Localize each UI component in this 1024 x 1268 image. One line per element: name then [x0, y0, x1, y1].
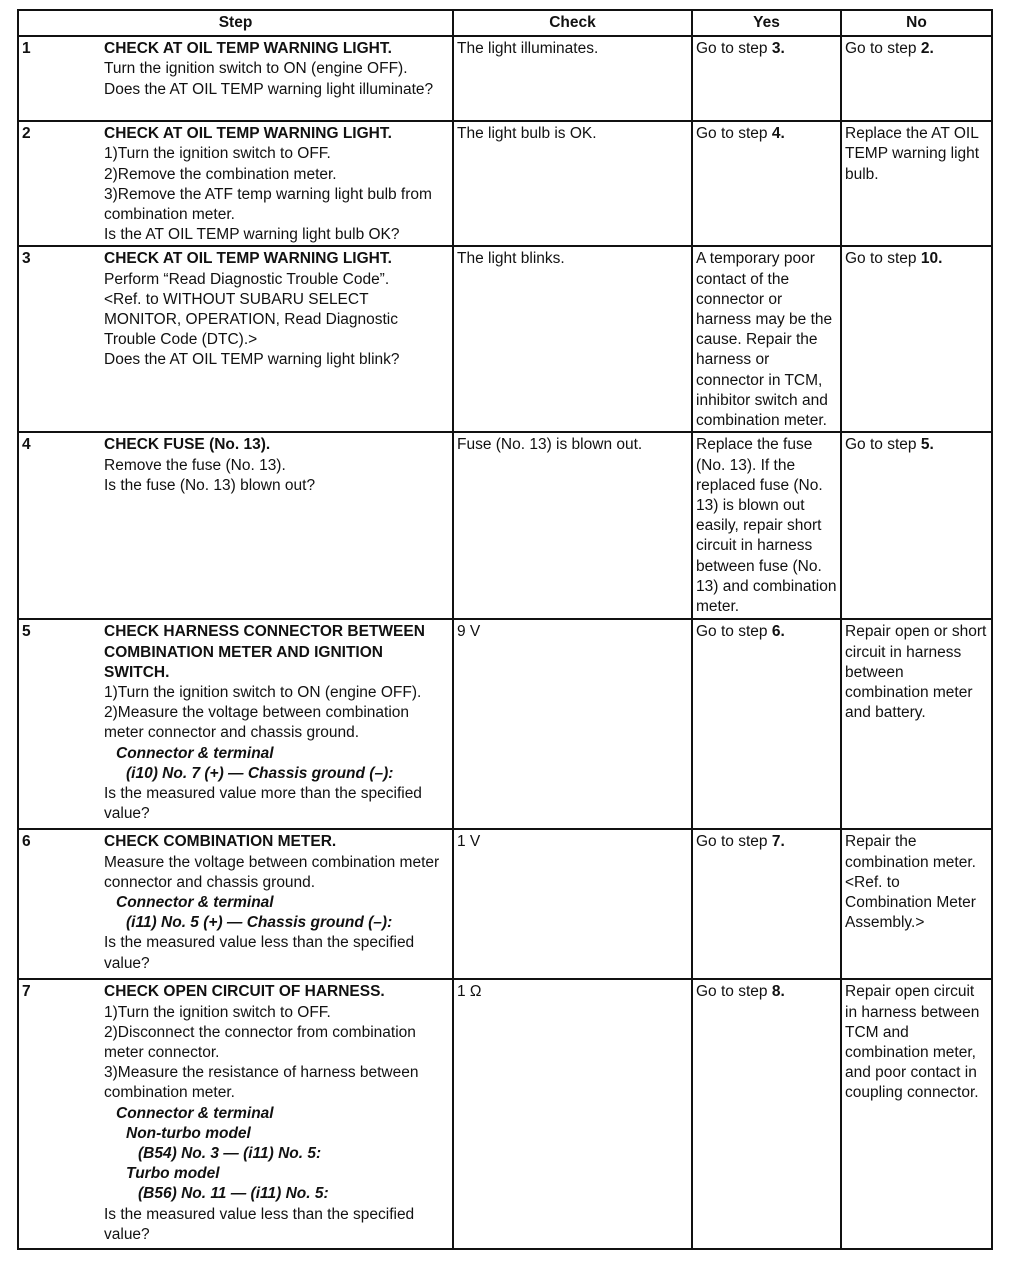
- step-cell: [18, 121, 453, 246]
- yes-cell: [692, 619, 841, 829]
- step-instruction: 1)Turn the ignition switch to OFF.: [104, 1003, 331, 1021]
- step-number: 5: [22, 623, 31, 641]
- step-question: Does the AT OIL TEMP warning light blink?: [104, 351, 400, 369]
- step-number: 6: [22, 833, 31, 851]
- header-step: Step: [18, 10, 453, 36]
- no-cell: Repair the combination meter. <Ref. to Combination Meter Assembly.>: [841, 829, 992, 979]
- step-instruction: 1)Turn the ignition switch to OFF.: [104, 145, 331, 163]
- no-step-ref: 2.: [920, 40, 934, 58]
- step-cell: [18, 829, 453, 979]
- step-question: Is the measured value more than the specified value?: [104, 785, 422, 823]
- step-title: CHECK AT OIL TEMP WARNING LIGHT.: [104, 125, 392, 143]
- step-title: CHECK AT OIL TEMP WARNING LIGHT.: [104, 250, 392, 268]
- yes-step-ref: 4.: [771, 125, 785, 143]
- check-cell: Fuse (No. 13) is blown out.: [453, 432, 692, 619]
- spec-heading: Connector & terminal: [116, 1104, 274, 1122]
- no-text: Go to step: [845, 250, 921, 268]
- step-title: CHECK FUSE (No. 13).: [104, 436, 271, 454]
- no-cell: [841, 432, 992, 619]
- check-cell: 1 V: [453, 829, 692, 979]
- check-cell: 1 Ω: [453, 979, 692, 1249]
- no-cell: Replace the AT OIL TEMP warning light bulb.: [841, 121, 992, 246]
- step-instruction: Turn the ignition switch to ON (engine OFF).: [104, 60, 408, 78]
- no-step-ref: 5.: [920, 436, 934, 454]
- yes-text: Go to step: [696, 40, 772, 58]
- spec-terminal: (B56) No. 11 — (i11) No. 5:: [138, 1185, 329, 1203]
- yes-cell: [692, 121, 841, 246]
- yes-step-ref: 3.: [771, 40, 785, 58]
- check-cell: The light illuminates.: [453, 36, 692, 121]
- check-cell: 9 V: [453, 619, 692, 829]
- step-instruction: 3)Measure the resistance of harness between combination meter.: [104, 1064, 419, 1102]
- yes-cell: [692, 36, 841, 121]
- no-cell: [841, 36, 992, 121]
- step-title: CHECK AT OIL TEMP WARNING LIGHT.: [104, 40, 392, 58]
- no-text: Go to step: [845, 436, 921, 454]
- step-question: Is the fuse (No. 13) blown out?: [104, 476, 316, 494]
- table-row: [18, 246, 992, 432]
- header-check: Check: [453, 10, 692, 36]
- step-instruction: 1)Turn the ignition switch to ON (engine OFF).: [104, 684, 422, 702]
- step-title: CHECK COMBINATION METER.: [104, 833, 337, 851]
- step-question: Does the AT OIL TEMP warning light illuminate?: [104, 80, 434, 98]
- step-title: CHECK OPEN CIRCUIT OF HARNESS.: [104, 983, 385, 1001]
- yes-step-ref: 6.: [771, 623, 785, 641]
- step-instruction: 2)Remove the combination meter.: [104, 165, 337, 183]
- step-number: 1: [22, 40, 31, 58]
- step-number: 7: [22, 983, 31, 1001]
- diagnostic-table: [17, 9, 993, 1250]
- yes-cell: Replace the fuse (No. 13). If the replaced fuse (No. 13) is blown out easily, repair short circuit in harness between fuse (No. 13) and combination meter.: [692, 432, 841, 619]
- step-reference: <Ref. to WITHOUT SUBARU SELECT MONITOR, OPERATION, Read Diagnostic Trouble Code (DTC).>: [104, 290, 399, 349]
- yes-text: Go to step: [696, 983, 772, 1001]
- spec-model: Non-turbo model: [126, 1124, 251, 1142]
- step-number: 4: [22, 436, 31, 454]
- step-instruction: Perform “Read Diagnostic Trouble Code”.: [104, 270, 390, 288]
- yes-step-ref: 7.: [771, 833, 785, 851]
- step-instruction: 3)Remove the ATF temp warning light bulb from combination meter.: [104, 185, 432, 224]
- yes-cell: A temporary poor contact of the connector or harness may be the cause. Repair the harness or connector in TCM, inhibitor switch and combination meter.: [692, 246, 841, 432]
- step-instruction: Remove the fuse (No. 13).: [104, 456, 286, 474]
- table-row: [18, 829, 992, 979]
- step-instruction: 2)Measure the voltage between combination meter connector and chassis ground.: [104, 704, 410, 742]
- step-instruction: Measure the voltage between combination meter connector and chassis ground.: [104, 853, 440, 891]
- no-cell: Repair open or short circuit in harness between combination meter and battery.: [841, 619, 992, 829]
- yes-text: Go to step: [696, 125, 772, 143]
- yes-step-ref: 8.: [771, 983, 785, 1001]
- step-number: 3: [22, 250, 31, 268]
- header-row: [18, 10, 992, 36]
- step-title: CHECK HARNESS CONNECTOR BETWEEN COMBINATION METER AND IGNITION SWITCH.: [104, 623, 425, 681]
- table-row: [18, 36, 992, 121]
- yes-text: Go to step: [696, 623, 772, 641]
- no-cell: [841, 246, 992, 432]
- step-cell: [18, 432, 453, 619]
- step-cell: [18, 979, 453, 1249]
- step-number: 2: [22, 125, 31, 143]
- table-row: [18, 619, 992, 829]
- spec-heading: Connector & terminal: [116, 744, 274, 762]
- spec-terminal: (B54) No. 3 — (i11) No. 5:: [138, 1145, 322, 1163]
- table-row: [18, 979, 992, 1249]
- step-question: Is the measured value less than the specified value?: [104, 934, 415, 972]
- step-cell: [18, 619, 453, 829]
- no-step-ref: 10.: [920, 250, 943, 268]
- spec-terminal: (i10) No. 7 (+) — Chassis ground (–):: [126, 764, 394, 782]
- check-cell: The light bulb is OK.: [453, 121, 692, 246]
- step-question: Is the AT OIL TEMP warning light bulb OK?: [104, 226, 400, 244]
- step-instruction: 2)Disconnect the connector from combination meter connector.: [104, 1023, 416, 1062]
- table-row: [18, 121, 992, 246]
- step-cell: [18, 246, 453, 432]
- spec-terminal: (i11) No. 5 (+) — Chassis ground (–):: [126, 914, 393, 932]
- header-yes: Yes: [692, 10, 841, 36]
- table-row: [18, 432, 992, 619]
- no-cell: Repair open circuit in harness between TCM and combination meter, and poor contact in coupling connector.: [841, 979, 992, 1249]
- no-text: Go to step: [845, 40, 921, 58]
- check-cell: The light blinks.: [453, 246, 692, 432]
- spec-heading: Connector & terminal: [116, 894, 274, 912]
- step-question: Is the measured value less than the specified value?: [104, 1205, 415, 1243]
- header-no: No: [841, 10, 992, 36]
- yes-cell: [692, 979, 841, 1249]
- yes-text: Go to step: [696, 833, 772, 851]
- spec-model: Turbo model: [126, 1165, 220, 1183]
- step-cell: [18, 36, 453, 121]
- yes-cell: [692, 829, 841, 979]
